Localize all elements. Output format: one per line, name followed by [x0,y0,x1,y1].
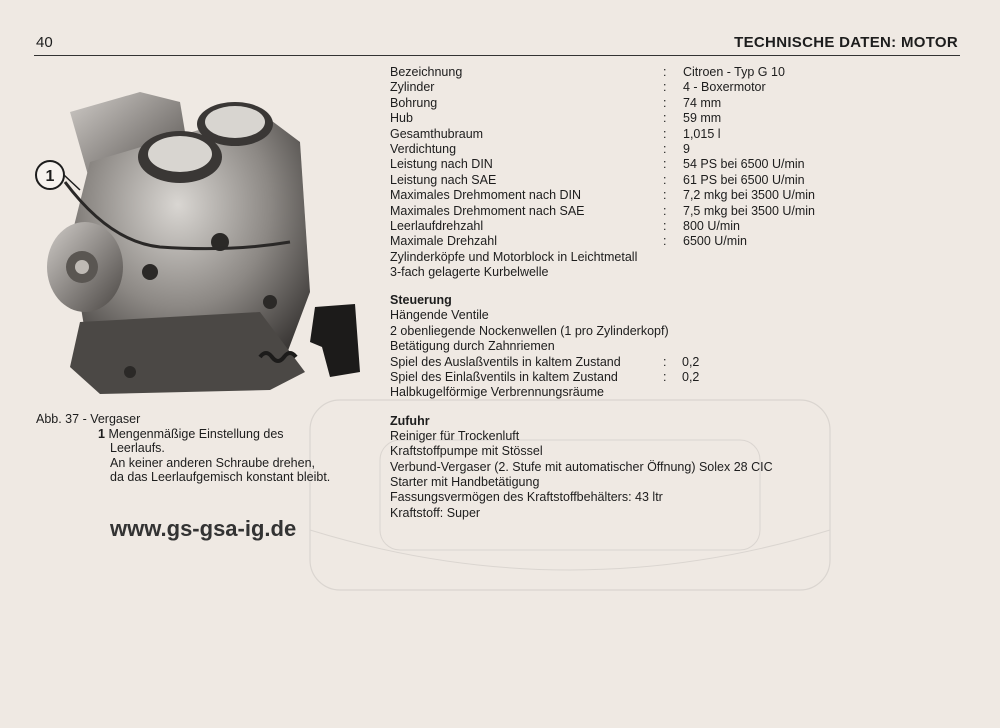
spec-label: Hub [390,111,413,126]
spec-value: 59 mm [683,111,722,126]
spec-note: 3-fach gelagerte Kurbelwelle [390,265,549,280]
caption-line: da das Leerlaufgemisch konstant bleibt. [110,470,331,484]
spec-row [390,127,773,142]
spec-label: Leistung nach SAE [390,172,497,187]
caption-line: An keiner anderen Schraube drehen, [110,455,316,470]
spec-label: Maximales Drehmoment nach DIN [390,188,582,203]
spec-value: 61 PS bei 6500 U/min [683,172,805,187]
steuerung-line: Betätigung durch Zahnriemen [390,339,555,354]
caption-line: Leerlaufs. [110,441,165,455]
spec-label: Gesamthubraum [390,126,484,141]
colon: : [663,370,667,385]
colon: : [663,188,667,203]
spec-value: 7,2 mkg bei 3500 U/min [683,188,816,203]
colon: : [663,95,667,110]
spec-value: 6500 U/min [683,234,747,249]
spec-label: Zylinder [390,80,435,95]
spec-label: Bezeichnung [390,65,463,79]
zufuhr-heading: Zufuhr [390,413,430,428]
colon: : [663,157,667,172]
spec-row [390,203,816,219]
spec-value: 800 U/min [683,218,740,233]
spec-row [390,234,773,249]
valve-play-value: 0,2 [682,370,700,385]
spec-label: Leerlaufdrehzahl [390,218,484,233]
spec-value: 4 - Boxermotor [683,80,766,95]
spec-label: Leistung nach DIN [390,157,493,172]
spec-row [390,188,816,203]
page-number: 40 [36,34,53,51]
spec-label: Verdichtung [390,141,457,156]
spec-label: Bohrung [390,95,438,110]
colon: : [663,354,667,369]
valve-play-value: 0,2 [682,354,700,369]
figure-caption [36,412,330,485]
colon: : [663,126,667,141]
spec-row [390,142,773,157]
spec-value: 7,5 mkg bei 3500 U/min [683,203,816,218]
spec-label: Maximales Drehmoment nach SAE [390,203,585,218]
colon: : [663,141,667,156]
spec-list [390,65,816,250]
caption-item-number: 1 [98,426,105,441]
valve-play-label: Spiel des Einlaßventils in kaltem Zustand [390,370,618,385]
colon: : [663,203,667,218]
spec-value: 74 mm [683,95,722,110]
zufuhr-line: Verbund-Vergaser (2. Stufe mit automatischer Öffnung) Solex 28 CIC [390,459,773,474]
valve-play-label: Spiel des Auslaßventils in kaltem Zustand [390,354,621,369]
valve-play-row [390,370,773,385]
spec-row [390,65,785,80]
zufuhr-line: Kraftstoff: Super [390,505,481,520]
spec-row [390,157,805,172]
spec-row [390,111,773,126]
spec-value: Citroen - Typ G 10 [683,65,785,79]
spec-value: 1,015 l [683,126,721,141]
header-rule [34,55,960,56]
spec-note: Zylinderköpfe und Motorblock in Leichtmetall [390,249,638,264]
spec-row [390,172,805,188]
zufuhr-line: Starter mit Handbetätigung [390,474,540,489]
colon: : [663,172,667,187]
steuerung-line: Hängende Ventile [390,308,489,323]
spec-row [390,219,773,234]
spec-row [390,80,773,95]
spec-label: Maximale Drehzahl [390,234,497,249]
caption-item [36,427,330,442]
zufuhr-line: Kraftstoffpumpe mit Stössel [390,444,543,459]
colon: : [663,80,667,95]
caption-item-text: Mengenmäßige Einstellung des [108,426,284,441]
carburetor-photo [30,72,365,397]
spec-row [390,96,773,111]
website-watermark: www.gs-gsa-ig.de [110,516,297,541]
colon: : [663,218,667,233]
spec-section [390,65,816,521]
steuerung-line: Halbkugelförmige Verbrennungsräume [390,385,605,400]
page-title: TECHNISCHE DATEN: MOTOR [734,34,958,51]
colon: : [663,234,667,249]
colon: : [663,65,667,79]
zufuhr-line: Fassungsvermögen des Kraftstoffbehälters: 43 ltr [390,490,663,505]
colon: : [663,111,667,126]
steuerung-heading: Steuerung [390,293,452,308]
callout-label: 1 [45,168,55,185]
steuerung-line: 2 obenliegende Nockenwellen (1 pro Zylinderkopf) [390,323,669,338]
spec-value: 54 PS bei 6500 U/min [683,157,805,172]
zufuhr-line: Reiniger für Trockenluft [390,428,520,443]
caption-title: Abb. 37 - Vergaser [36,412,141,426]
spec-value: 9 [683,141,690,156]
valve-play-row [390,355,773,370]
